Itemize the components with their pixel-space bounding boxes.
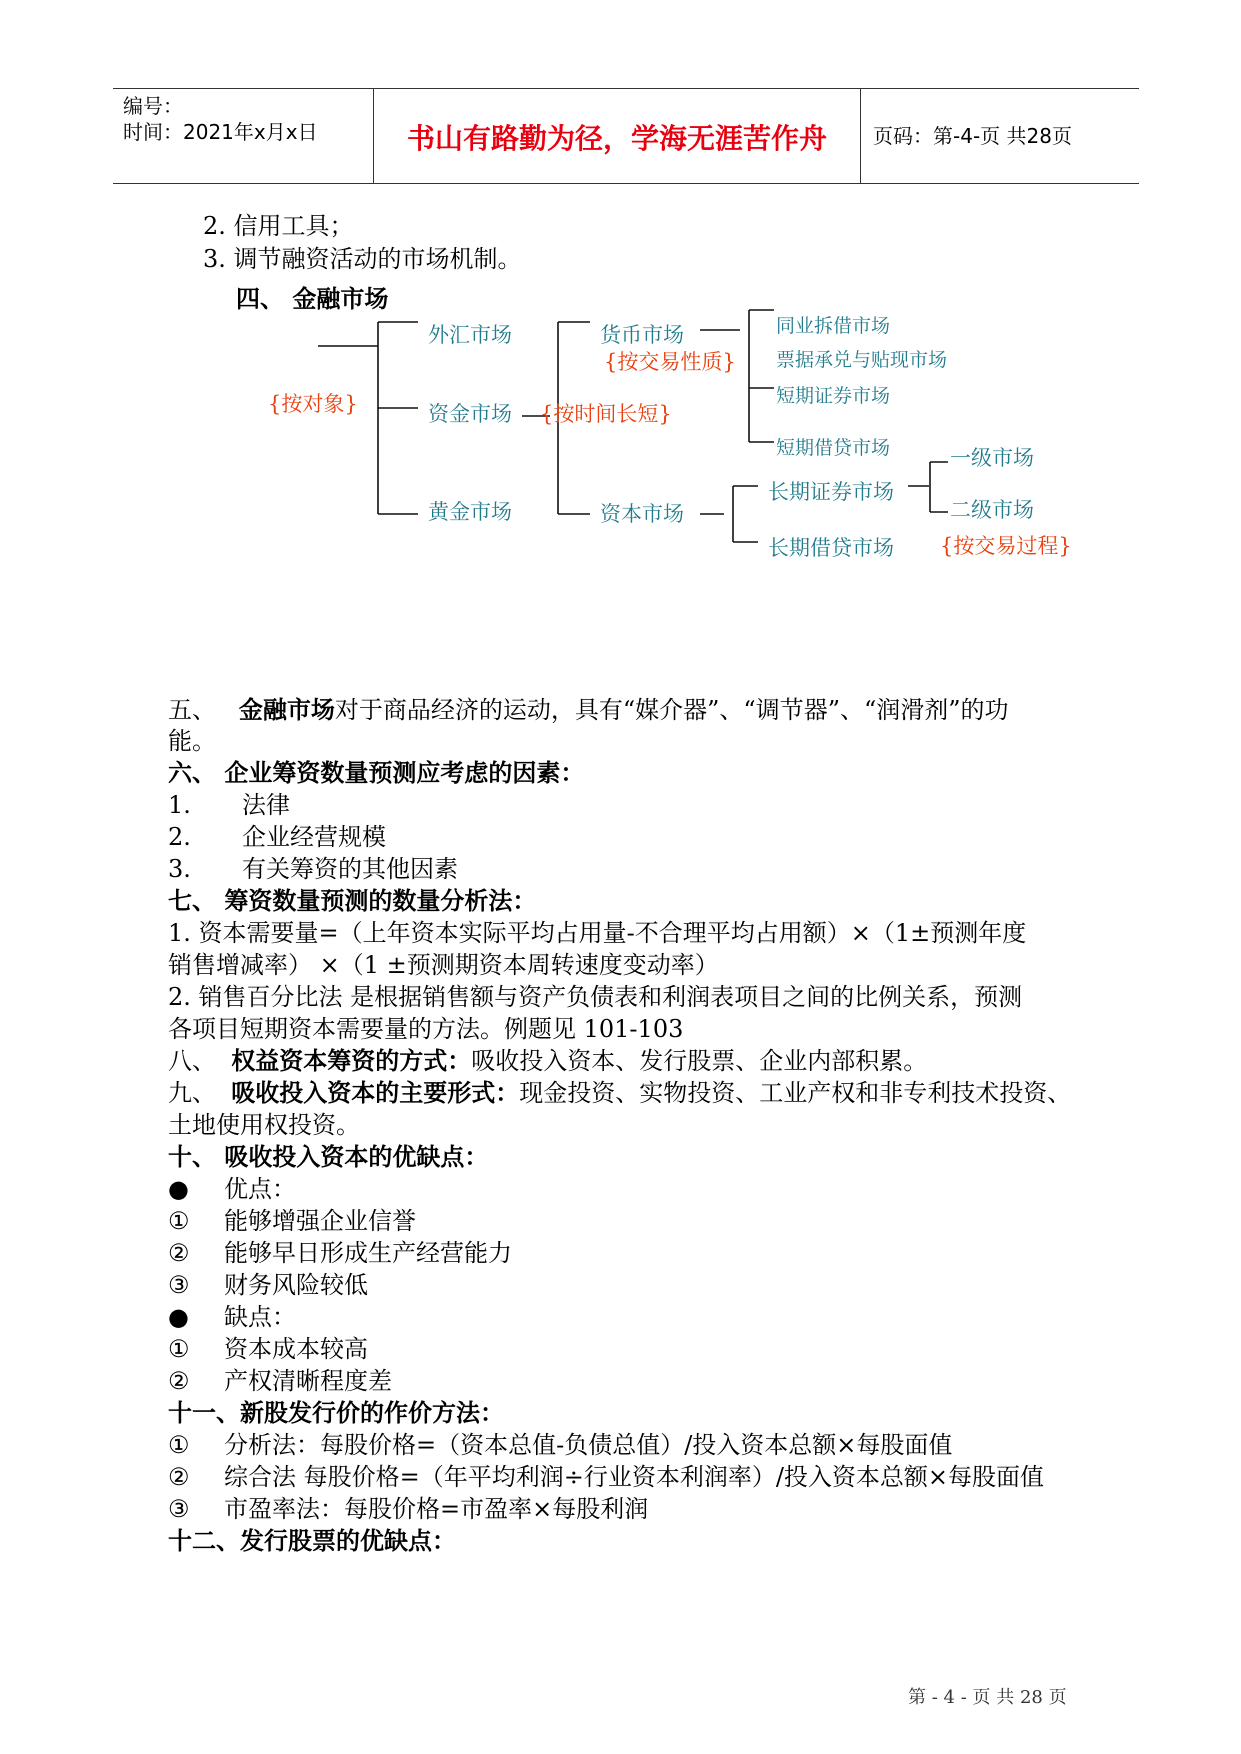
- tree-label-by-process: {按交易过程}: [940, 534, 1072, 558]
- tree-short-securities-market: 短期证券市场: [776, 385, 891, 407]
- con-1-num: ①: [168, 1335, 190, 1363]
- intro-item-2: 2. 信用工具；: [203, 212, 354, 240]
- tree-secondary-market: 二级市场: [950, 498, 1034, 522]
- tree-forex-market: 外汇市场: [428, 323, 512, 347]
- section7-item2-line1: 2. 销售百分比法 是根据销售额与资产负债表和利润表项目之间的比例关系，预测: [168, 983, 1023, 1011]
- section8-bold: 权益资本筹资的方式：: [231, 1046, 472, 1075]
- con-1-text: 资本成本较高: [224, 1335, 368, 1363]
- section9-line1: [168, 1077, 1071, 1109]
- section9-num: 九、: [168, 1079, 216, 1107]
- pro-3-num: ③: [168, 1271, 190, 1299]
- tree-label-by-object: {按对象}: [268, 392, 358, 416]
- section5-num: 五、: [168, 696, 216, 724]
- header-right-cell: [861, 89, 1139, 183]
- page-footer: 第 - 4 - 页 共 28 页: [908, 1687, 1067, 1708]
- header-center-cell: [373, 89, 861, 183]
- section7-item2-line2: 各项目短期资本需要量的方法。例题见 101-103: [168, 1015, 684, 1043]
- tree-money-market: 货币市场: [600, 323, 684, 347]
- pro-2-num: ②: [168, 1239, 190, 1267]
- con-2-num: ②: [168, 1367, 190, 1395]
- section9-line2: 土地使用权投资。: [168, 1111, 360, 1139]
- tree-funds-market: 资金市场: [428, 402, 512, 426]
- intro-item-3: 3. 调节融资活动的市场机制。: [203, 245, 522, 273]
- method-2-text: 综合法 每股价格=（年平均利润÷行业资本利润率）/投入资本总额×每股面值: [224, 1463, 1045, 1491]
- section5-line1: [168, 694, 1009, 726]
- section12-title: 十二、发行股票的优缺点：: [168, 1526, 456, 1555]
- method-2-num: ②: [168, 1463, 190, 1491]
- section6-item1-num: 1.: [168, 791, 191, 819]
- section6-title: 六、 企业筹资数量预测应考虑的因素：: [168, 758, 585, 787]
- section6-item1-text: 法律: [242, 791, 290, 819]
- section4-title: 四、 金融市场: [236, 284, 389, 313]
- pro-2-text: 能够早日形成生产经营能力: [224, 1239, 512, 1267]
- tree-primary-market: 一级市场: [950, 446, 1034, 470]
- motto: 书山有路勤为径，学海无涯苦作舟: [406, 122, 827, 155]
- section5-line2: 能。: [168, 727, 216, 755]
- section5-bold: 金融市场: [238, 695, 335, 724]
- tree-label-by-time: {按时间长短}: [540, 402, 672, 426]
- method-1-text: 分析法：每股价格=（资本总值-负债总值）/投入资本总额×每股面值: [224, 1431, 953, 1459]
- pro-1-num: ①: [168, 1207, 190, 1235]
- method-1-num: ①: [168, 1431, 190, 1459]
- pro-3-text: 财务风险较低: [224, 1271, 368, 1299]
- time-label: 时间：2021年x月x日: [123, 120, 318, 144]
- bullet-icon: ●: [168, 1175, 189, 1203]
- con-2-text: 产权清晰程度差: [224, 1367, 392, 1395]
- section6-item3-num: 3.: [168, 855, 191, 883]
- section8-num: 八、: [168, 1047, 216, 1075]
- tree-long-securities-market: 长期证券市场: [768, 480, 894, 504]
- tree-capital-market: 资本市场: [600, 502, 684, 526]
- section11-title: 十一、新股发行价的作价方法：: [168, 1398, 504, 1427]
- section6-item3-text: 有关筹资的其他因素: [242, 855, 458, 883]
- method-3-num: ③: [168, 1495, 190, 1523]
- section5-rest: 对于商品经济的运动，具有“媒介器”、“调节器”、“润滑剂”的功: [334, 696, 1009, 724]
- page-header: [113, 88, 1139, 184]
- section7-item1-line2: 销售增减率） ×（1 ±预测期资本周转速度变动率）: [168, 951, 719, 979]
- section8-rest: 吸收投入资本、发行股票、企业内部积累。: [471, 1047, 928, 1075]
- section7-title: 七、 筹资数量预测的数量分析法：: [168, 886, 537, 915]
- tree-label-by-nature: {按交易性质}: [604, 350, 736, 374]
- section6-item2-num: 2.: [168, 823, 191, 851]
- tree-gold-market: 黄金市场: [428, 500, 512, 524]
- section9-bold: 吸收投入资本的主要形式：: [231, 1078, 520, 1107]
- pros-label: 优点：: [224, 1175, 296, 1203]
- page-info: 页码：第-4-页 共28页: [873, 124, 1072, 148]
- tree-bill-market: 票据承兑与贴现市场: [776, 349, 948, 371]
- method-3-text: 市盈率法：每股价格=市盈率×每股利润: [224, 1495, 649, 1523]
- bullet-icon: ●: [168, 1303, 189, 1331]
- pro-1-text: 能够增强企业信誉: [224, 1207, 416, 1235]
- header-left-cell: [113, 89, 373, 183]
- tree-interbank-market: 同业拆借市场: [776, 315, 891, 337]
- number-label: 编号：: [123, 94, 183, 118]
- tree-long-loan-market: 长期借贷市场: [768, 536, 894, 560]
- section8-line: [168, 1045, 927, 1077]
- section10-title: 十、 吸收投入资本的优缺点：: [168, 1142, 489, 1171]
- tree-short-loan-market: 短期借贷市场: [776, 437, 891, 459]
- section9-rest: 现金投资、实物投资、工业产权和非专利技术投资、: [519, 1079, 1072, 1107]
- cons-label: 缺点：: [224, 1303, 296, 1331]
- section7-item1-line1: 1. 资本需要量=（上年资本实际平均占用量-不合理平均占用额）×（1±预测年度: [168, 919, 1027, 947]
- section6-item2-text: 企业经营规模: [242, 823, 386, 851]
